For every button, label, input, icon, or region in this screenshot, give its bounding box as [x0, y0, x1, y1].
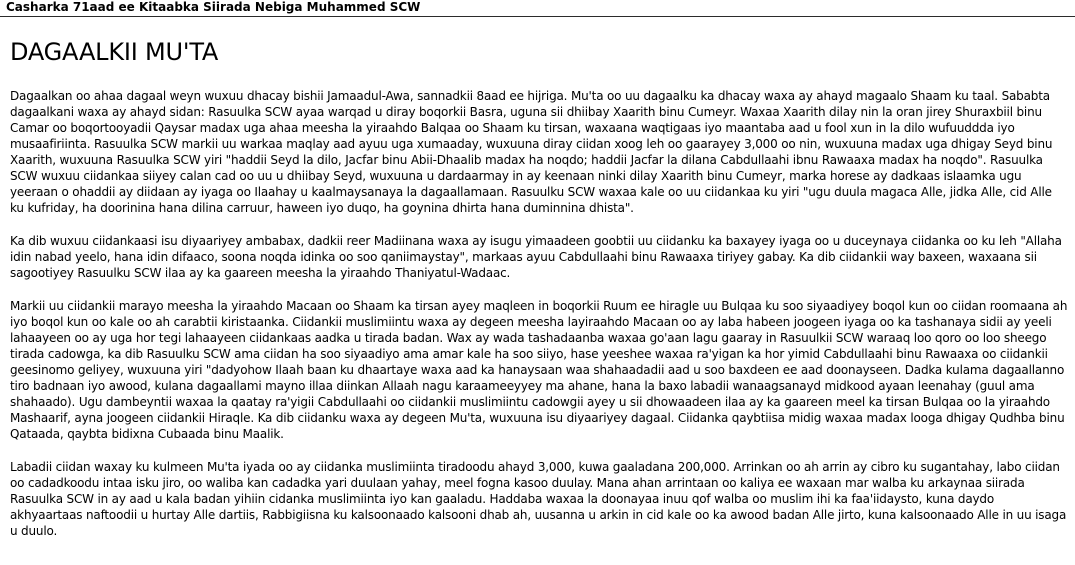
article-paragraph: Labadii ciidan waxay ku kulmeen Mu'ta iyada oo ay ciidanka muslimiinta tiradoodu ahayd 3,000, kuwa gaaladana 200,000. Arrinkan oo ah arrin ay cibro ku sugantahay, labo ciidan oo cadadkoodu intaa isku jiro, oo waliba kan cadadka yari duulaan yahay, meel fogna kasoo duulay. Mana ahan arrintaan oo kaliya ee waxaan mar walba ku arkaynaa siirada Rasuulka SCW in ay aad u kala badan yihiin cidanka muslimiinta iyo kan gaaladu. Haddaba waxaa la doonayaa inuu qof walba oo muslim ihi ka faa'iidaysto, kuna daydo akhyaartaas naftoodii u hurtay Alle dartiis, Rabbigiisna ku kalsoonaado kalsooni dhab ah, uusanna u arkin in cid kale oo ka awood badan Alle jirto, kuna kalsoonaado Alle in uu isaga u duulo. — [10, 460, 1067, 538]
article — [10, 36, 1068, 556]
article-paragraph: Markii uu ciidankii marayo meesha la yiraahdo Macaan oo Shaam ka tirsan ayey maqleen in boqorkii Ruum ee hiragle uu Bulqaa ku soo siyaadiyey boqol kun oo ciidan roomaana ah iyo boqol kun oo kale oo ah carabtii kiristaanka. Ciidankii muslimiintu waxa ay degeen meesha layiraahdo Macaan oo ay laba habeen joogeen iyaga oo ka tashanaya sidii ay yeeli lahaayeen oo ay uga hor tegi lahaayeen ciidankaas aadka u tirada badan. Wax ay wada tashadaanba waxaa go'aan lagu gaaray in Rasuulkii SCW waraaq loo qoro oo loo sheego tirada cadowga, ka dib Rasuulku SCW ama ciidan ha soo siyaadiyo ama amar kale ha soo siiyo, hase yeeshee waxaa ra'yigan ka hor yimid Cabdullaahi binu Rawaaxa oo ciidankii geesinomo geliyey, wuxuuna yiri "dadyohow Ilaah baan ku dhaartaye waxa aad ka hanaysaan waa shahaadadii aad u soo baxdeen ee aad doonayseen. Dadka kulama dagaallanno tiro badnaan iyo awood, kulana dagaallami mayno illaa diinkan Allaah nagu karaameeyyey ma ahane, hana la baxo labadii wanaagsanayd midkood ayaan leenahay (guul ama shahaado). Ugu dambeyntii waxaa la qaatay ra'yigii Cabdullaahi oo ciidankii muslimiintu cadowgii ayey u sii dhowaadeen ilaa ay ka gaareen meel ka tirsan Bulqaa oo la yiraahdo Mashaarif, ayna joogeen ciidankii Hiraqle. Ka dib ciidanku waxa ay degeen Mu'ta, wuxuuna isu diyaariyey dagaal. Ciidanka qaybtiisa midig waxaa madax looga dhigay Qudhba binu Qataada, qaybta bidixna Cubaada binu Maalik. — [10, 299, 1068, 441]
article-paragraph: Ka dib wuxuu ciidankaasi isu diyaariyey ambabax, dadkii reer Madiinana waxa ay isugu yimaadeen goobtii uu ciidanku ka baxayey iyaga oo u duceynaya ciidanka oo ku leh "Allaha idin nabad yeelo, hana idin difaaco, soona noqda idinka oo soo qaniimaystay", markaas ayuu Cabdullaahi binu Rawaaxa tiriyey gabay. Ka dib ciidankii way baxeen, waxaana sii sagootiyey Rasuulku SCW ilaa ay ka gaareen meesha la yiraahdo Thaniyatul-Wadaac. — [10, 234, 1062, 280]
document-title: Casharka 71aad ee Kitaabka Siirada Nebiga Muhammed SCW — [6, 0, 421, 14]
article-heading: DAGAALKII MU'TA — [10, 38, 219, 66]
top-header-bar — [0, 0, 1075, 17]
article-paragraph: Dagaalkan oo ahaa dagaal weyn wuxuu dhacay bishii Jamaadul-Awa, sannadkii 8aad ee hijriga. Mu'ta oo uu dagaalku ka dhacay waxa ay ahayd magaalo Shaam ku taal. Sababta dagaalkani waxa ay ahayd sidan: Rasuulka SCW ayaa warqad u diray boqorkii Basra, uguna sii dhiibay Xaarith binu Cumeyr. Waxaa Xaarith dilay nin la oran jirey Shuraxbiil binu Camar oo boqortooyadii Qaysar madax uga ahaa meesha la yiraahdo Balqaa oo Shaam ku tirsan, waxaana waqtigaas iyo maantaba aad u fool xun in la dilo wufuuddda iyo musaafiriinta. Rasuulka SCW markii uu warkaa maqlay aad ayuu uga xumaaday, wuxuuna diray ciidan xoog leh oo gaarayey 3,000 oo nin, wuxuuna madax uga dhigay Seyd binu Xaarith, wuxuuna Rasuulka SCW yiri "haddii Seyd la dilo, Jacfar binu Abii-Dhaalib madax ha noqdo; haddii Jacfar la dilana Cabdullaahi ibnu Rawaaxa madax ha noqdo". Rasuulka SCW wuxuu ciidankaa siiyey calan cad oo uu u dhiibay Seyd, wuxuuna u dardaarmay in ay keenaan ninki dilay Xaarith binu Cumeyr, marka horese ay dadkaas islaamka ugu yeeraan o ohaddii ay diidaan ay iyaga oo Ilaahay u kaalmaysanaya la dagaallamaan. Rasuulku SCW waxaa kale oo uu ciidankaa ku yiri "ugu duula magaca Alle, jidka Alle, cid Alle ku kufriday, ha doorinina hana dilina carruur, haween iyo duqo, ha goynina dhirta hana duminnina dhista". — [10, 89, 1053, 215]
article-body — [10, 88, 1068, 539]
